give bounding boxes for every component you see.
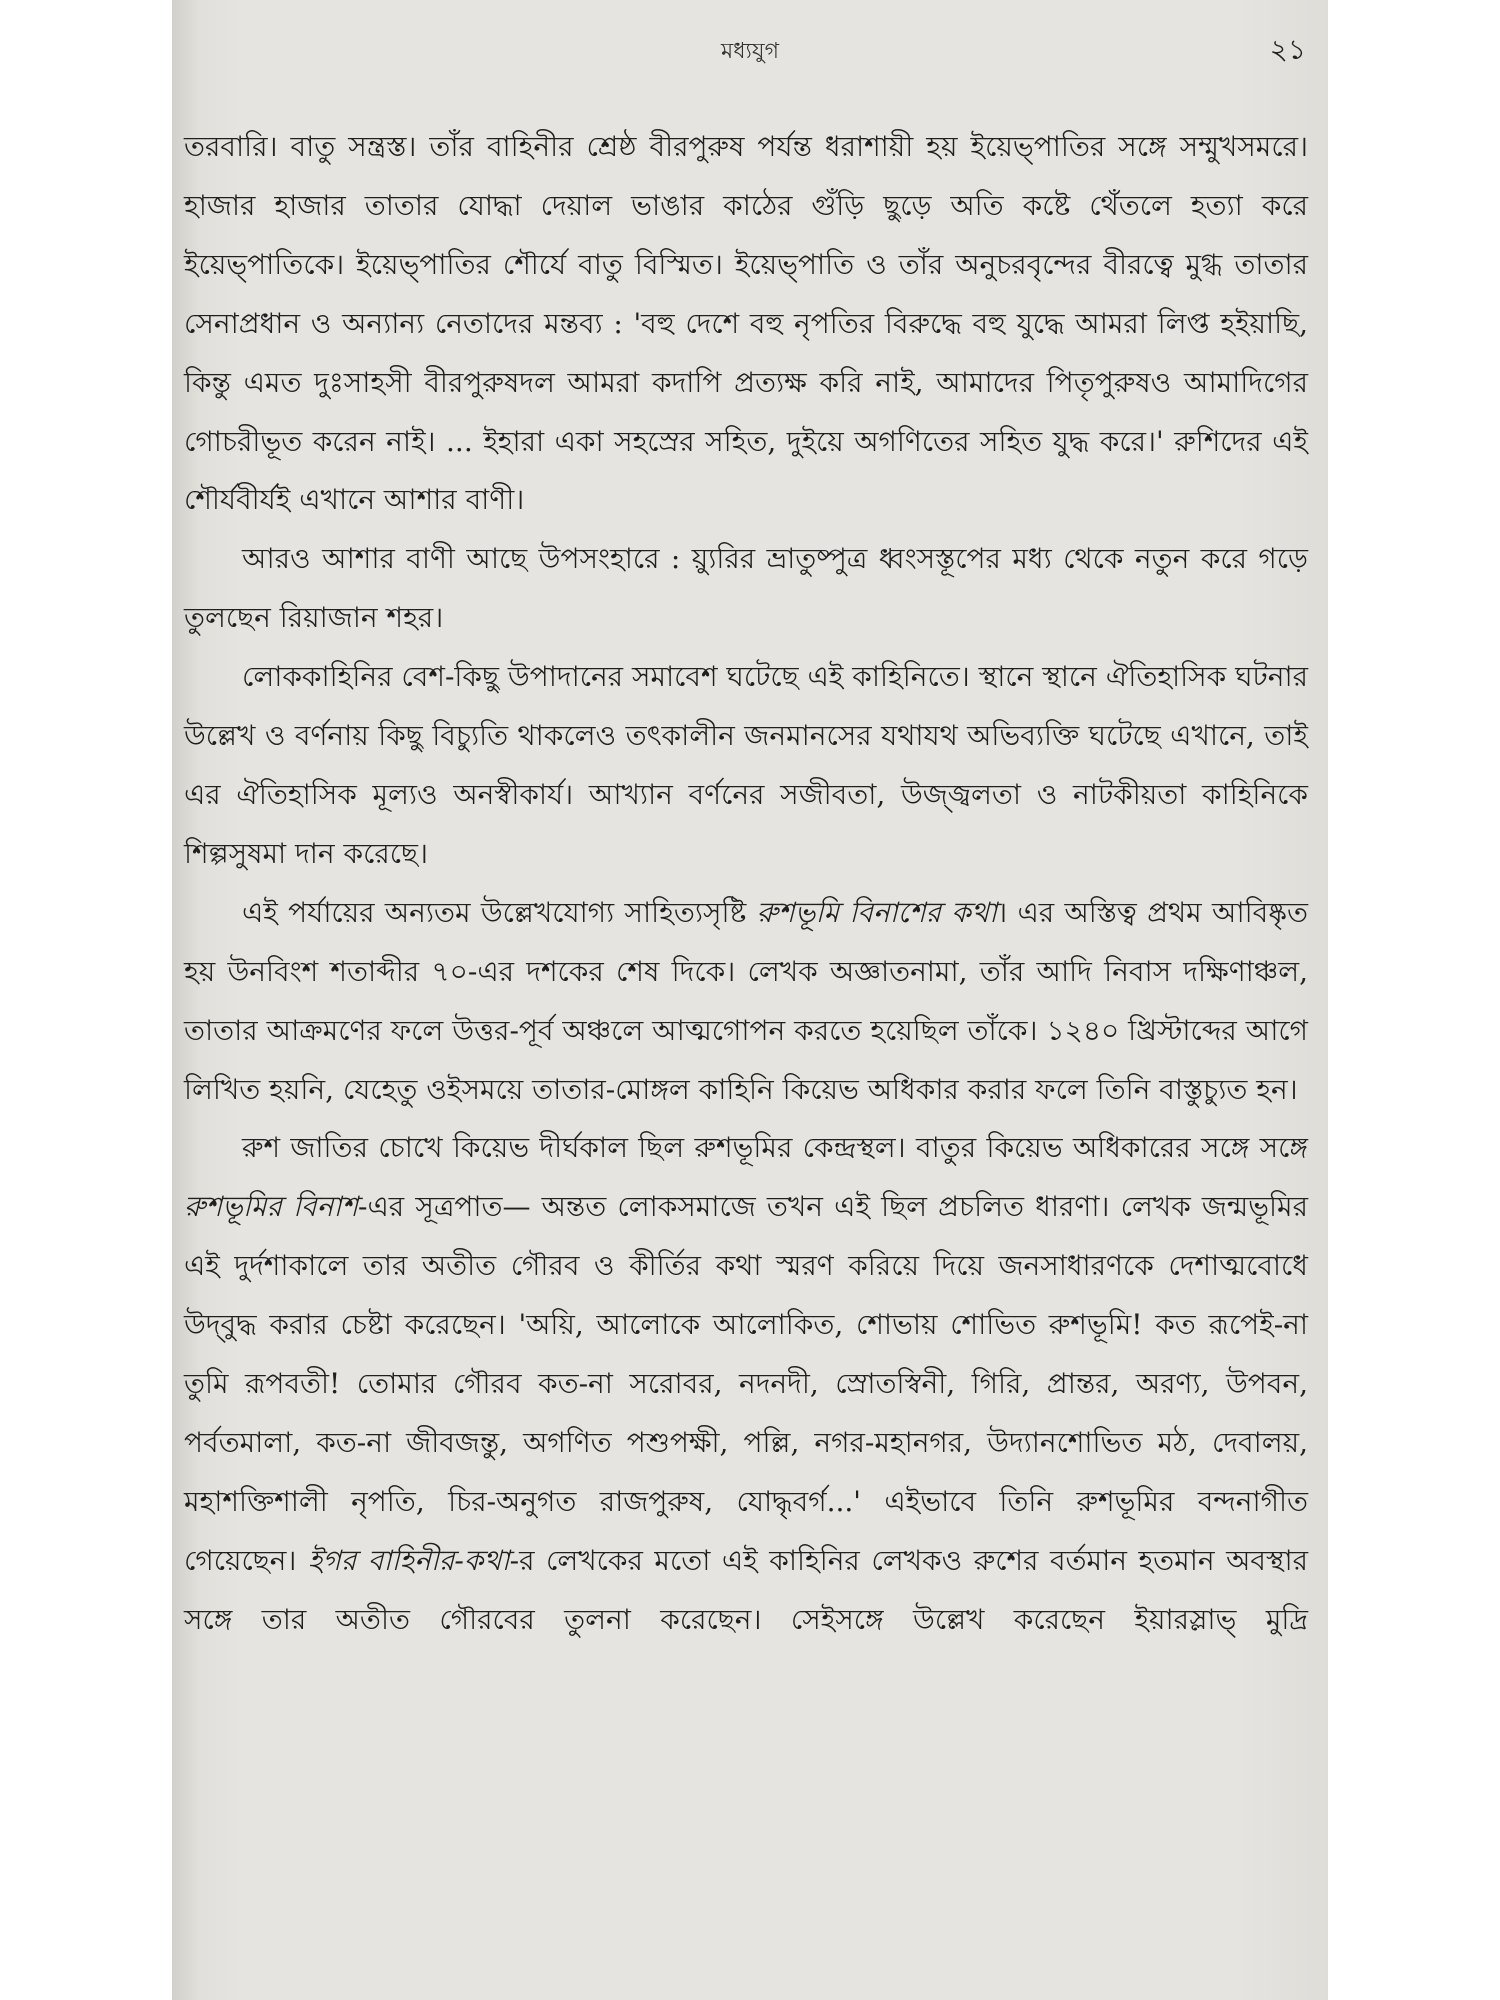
italic-title-run: ইগর বাহিনীর-কথা [307, 1543, 510, 1577]
page-body [184, 118, 1308, 1650]
text-run: লোককাহিনির বেশ-কিছু উপাদানের সমাবেশ ঘটেছে এই কাহিনিতে। স্থানে স্থানে ঐতিহাসিক ঘটনার উল্লেখ ও বর্ণনায় কিছু বিচ্যুতি থাকলেও তৎকালীন জনমানসের যথাযথ অভিব্যক্তি ঘটেছে এখানে, তাই এর ঐতিহাসিক মূল্যও অনস্বীকার্য। আখ্যান বর্ণনের সজীবতা, উজ্জ্বলতা ও নাটকীয়তা কাহিনিকে শিল্পসুষমা দান করেছে। [184, 660, 1308, 870]
italic-title-run: রুশভূমি বিনাশের কথা [756, 895, 998, 929]
text-run: তরবারি। বাতু সন্ত্রস্ত। তাঁর বাহিনীর শ্রেষ্ঠ বীরপুরুষ পর্যন্ত ধরাশায়ী হয় ইয়েভ্‌পাতির সঙ্গে সম্মুখসমরে। হাজার হাজার তাতার যোদ্ধা দেয়াল ভাঙার কাঠের গুঁড়ি ছুড়ে অতি কষ্টে থেঁতলে হত্যা করে ইয়েভ্‌পাতিকে। ইয়েভ্‌পাতির শৌর্যে বাতু বিস্মিত। ইয়েভ্‌পাতি ও তাঁর অনুচরবৃন্দের বীরত্বে মুগ্ধ তাতার সেনাপ্রধান ও অন্যান্য নেতাদের মন্তব্য : 'বহু দেশে বহু নৃপতির বিরুদ্ধে বহু যুদ্ধে আমরা লিপ্ত হইয়াছি, কিন্তু এমত দুঃসাহসী বীরপুরুষদল আমরা কদাপি প্রত্যক্ষ করি নাই, আমাদের পিতৃপুরুষও আমাদিগের গোচরীভূত করেন নাই। ... ইহারা একা সহস্রের সহিত, দুইয়ে অগণিতের সহিত যুদ্ধ করে।' রুশিদের এই শৌর্যবীর্যই এখানে আশার বাণী। [184, 130, 1308, 517]
page-header [172, 28, 1328, 74]
paragraph [184, 884, 1308, 1120]
page-number: ২১ [1269, 33, 1306, 66]
paragraph [184, 648, 1308, 884]
text-run: । এর অস্তিত্ব প্রথম আবিষ্কৃত হয় উনবিংশ শতাব্দীর ৭০-এর দশকের শেষ দিকে। লেখক অজ্ঞাতনামা, তাঁর আদি নিবাস দক্ষিণাঞ্চল, তাতার আক্রমণের ফলে উত্তর-পূর্ব অঞ্চলে আত্মগোপন করতে হয়েছিল তাঁকে। ১২৪০ খ্রিস্টাব্দের আগে লিখিত হয়নি, যেহেতু ওইসময়ে তাতার-মোঙ্গল কাহিনি কিয়েভ অধিকার করার ফলে তিনি বাস্তুচ্যুত হন। [184, 895, 1308, 1106]
italic-title-run: রুশভূমির বিনাশ [184, 1190, 359, 1224]
text-run: -এর সূত্রপাত— অন্তত লোকসমাজে তখন এই ছিল প্রচলিত ধারণা। লেখক জন্মভূমির এই দুর্দশাকালে তার অতীত গৌরব ও কীর্তির কথা স্মরণ করিয়ে দিয়ে জনসাধারণকে দেশাত্মবোধে উদ্‌বুদ্ধ করার চেষ্টা করেছেন। 'অয়ি, আলোকে আলোকিত, শোভায় শোভিত রুশভূমি! কত রূপেই-না তুমি রূপবতী! তোমার গৌরব কত-না সরোবর, নদনদী, স্রোতস্বিনী, গিরি, প্রান্তর, অরণ্য, উপবন, পর্বতমালা, কত-না জীবজন্তু, অগণিত পশুপক্ষী, পল্লি, নগর-মহানগর, উদ্যানশোভিত মঠ, দেবালয়, মহাশক্তিশালী নৃপতি, চির-অনুগত রাজপুরুষ, যোদ্ধৃবর্গ...' এইভাবে তিনি রুশভূমির বন্দনাগীত গেয়েছেন। [184, 1190, 1308, 1577]
paragraph [184, 1119, 1308, 1649]
text-run: আরও আশার বাণী আছে উপসংহারে : য়্যুরির ভ্রাতুষ্পুত্র ধ্বংসস্তূপের মধ্য থেকে নতুন করে গড়ে তুলছেন রিয়াজান শহর। [184, 542, 1308, 635]
text-run: রুশ জাতির চোখে কিয়েভ দীর্ঘকাল ছিল রুশভূমির কেন্দ্রস্থল। বাতুর কিয়েভ অধিকারের সঙ্গে সঙ্গে [242, 1131, 1308, 1165]
text-run: এই পর্যায়ের অন্যতম উল্লেখযোগ্য সাহিত্যসৃষ্টি [242, 895, 757, 929]
paragraph [184, 530, 1308, 648]
running-head: মধ্যযুগ [720, 39, 780, 64]
text-run: -র লেখকের মতো এই কাহিনির লেখকও রুশের বর্তমান হতমান অবস্থার সঙ্গে তার অতীত গৌরবের তুলনা করেছেন। সেইসঙ্গে উল্লেখ করেছেন ইয়ারস্লাভ্‌ মুদ্রি [184, 1543, 1308, 1636]
paragraph [184, 118, 1308, 530]
book-page [172, 0, 1328, 2000]
